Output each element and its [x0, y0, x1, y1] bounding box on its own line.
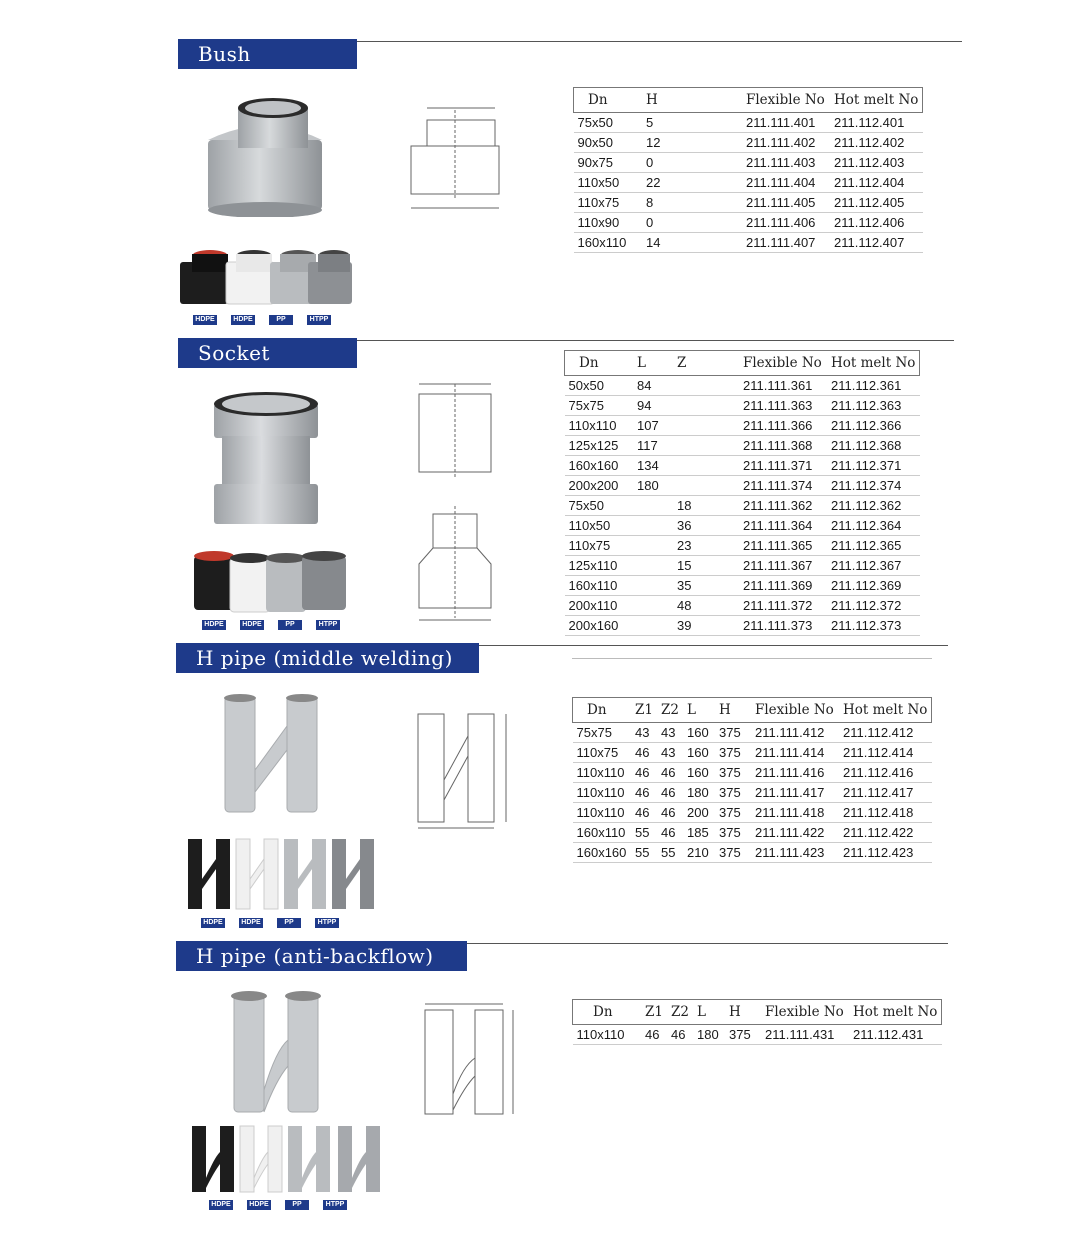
table-cell: 23	[673, 536, 739, 556]
table-cell: 211.111.401	[742, 113, 830, 133]
table-cell: 211.112.368	[827, 436, 920, 456]
table-cell: 134	[633, 456, 673, 476]
table-cell: 180	[693, 1025, 725, 1045]
table-cell: 75x50	[565, 496, 634, 516]
bush-product-image	[200, 92, 330, 217]
table-cell: 46	[657, 763, 683, 783]
table-cell	[673, 416, 739, 436]
table-header: Hot melt No	[849, 1000, 942, 1025]
table-cell: 375	[715, 843, 751, 863]
table-row	[574, 213, 923, 233]
badge-pp: PP	[285, 1200, 309, 1210]
table-cell	[633, 556, 673, 576]
table-cell: 211.111.404	[742, 173, 830, 193]
table-cell: 46	[657, 783, 683, 803]
table-row	[565, 596, 920, 616]
table-cell: 211.111.368	[739, 436, 827, 456]
table-header: H	[725, 1000, 761, 1025]
table-cell: 90x75	[574, 153, 643, 173]
table-cell: 43	[657, 723, 683, 743]
table-cell: 46	[631, 763, 657, 783]
badge-htpp: HTPP	[323, 1200, 347, 1210]
table-cell: 375	[715, 743, 751, 763]
table-cell: 211.112.364	[827, 516, 920, 536]
table-cell	[673, 476, 739, 496]
table-cell: 211.111.407	[742, 233, 830, 253]
table-cell: 107	[633, 416, 673, 436]
table-cell: 211.112.365	[827, 536, 920, 556]
table-cell: 75x75	[565, 396, 634, 416]
table-cell: 211.112.374	[827, 476, 920, 496]
table-header: Hot melt No	[839, 698, 932, 723]
table-cell: 12	[642, 133, 742, 153]
badge-htpp: HTPP	[315, 918, 339, 928]
table-cell: 211.111.403	[742, 153, 830, 173]
table-cell: 160x110	[573, 823, 632, 843]
badge-hdpe: HDPE	[247, 1200, 271, 1210]
table-cell: 211.111.372	[739, 596, 827, 616]
bush-material-badges	[193, 315, 345, 325]
table-cell	[673, 456, 739, 476]
table-cell: 211.111.406	[742, 213, 830, 233]
table-cell: 36	[673, 516, 739, 536]
table-cell: 55	[631, 843, 657, 863]
table-row	[565, 496, 920, 516]
table-cell: 0	[642, 213, 742, 233]
table-cell: 200x160	[565, 616, 634, 636]
table-cell: 185	[683, 823, 715, 843]
table-cell: 211.112.406	[830, 213, 923, 233]
table-cell: 211.112.372	[827, 596, 920, 616]
table-header: Z1	[641, 1000, 667, 1025]
table-cell: 375	[715, 783, 751, 803]
table-row	[574, 233, 923, 253]
socket-spec-table	[564, 350, 920, 636]
table-header: Z1	[631, 698, 657, 723]
table-row	[565, 536, 920, 556]
table-header: Dn	[565, 351, 634, 376]
table-header: L	[683, 698, 715, 723]
table-cell: 211.112.404	[830, 173, 923, 193]
badge-hdpe: HDPE	[231, 315, 255, 325]
table-cell: 46	[631, 803, 657, 823]
table-row	[574, 113, 923, 133]
table-cell: 160x160	[573, 843, 632, 863]
table-header: Hot melt No	[827, 351, 920, 376]
table-cell: 55	[631, 823, 657, 843]
table-cell: 211.111.414	[751, 743, 839, 763]
table-cell: 211.112.369	[827, 576, 920, 596]
table-cell: 8	[642, 193, 742, 213]
table-cell: 211.111.365	[739, 536, 827, 556]
table-row	[573, 783, 932, 803]
table-cell: 210	[683, 843, 715, 863]
table-cell: 211.112.361	[827, 376, 920, 396]
table-cell: 211.112.417	[839, 783, 932, 803]
table-row	[573, 843, 932, 863]
table-cell: 90x50	[574, 133, 643, 153]
table-cell: 14	[642, 233, 742, 253]
badge-hdpe: HDPE	[202, 620, 226, 630]
table-cell: 211.112.418	[839, 803, 932, 823]
table-cell: 211.111.362	[739, 496, 827, 516]
table-cell: 375	[725, 1025, 761, 1045]
table-cell: 35	[673, 576, 739, 596]
table-row	[565, 416, 920, 436]
table-cell: 211.111.416	[751, 763, 839, 783]
table-cell: 211.112.367	[827, 556, 920, 576]
table-cell: 46	[631, 783, 657, 803]
table-row	[565, 516, 920, 536]
table-cell: 211.112.371	[827, 456, 920, 476]
table-row	[565, 616, 920, 636]
bush-technical-drawing	[405, 100, 505, 220]
table-cell: 125x110	[565, 556, 634, 576]
table-header: Dn	[573, 698, 632, 723]
hpipe-mid-product-image	[215, 692, 330, 817]
table-header: L	[693, 1000, 725, 1025]
table-cell: 94	[633, 396, 673, 416]
table-header: Flexible No	[751, 698, 839, 723]
table-header: Flexible No	[761, 1000, 849, 1025]
table-cell: 211.111.423	[751, 843, 839, 863]
table-header: Dn	[574, 88, 643, 113]
table-cell: 211.111.412	[751, 723, 839, 743]
hpipe-anti-technical-drawing	[415, 1000, 525, 1125]
table-cell	[633, 536, 673, 556]
table-cell: 46	[657, 803, 683, 823]
table-cell: 46	[657, 823, 683, 843]
table-cell: 46	[641, 1025, 667, 1045]
table-header: Dn	[573, 1000, 642, 1025]
table-cell: 160	[683, 723, 715, 743]
badge-hdpe: HDPE	[240, 620, 264, 630]
table-row	[565, 576, 920, 596]
badge-pp: PP	[278, 620, 302, 630]
hpipe-anti-title: H pipe (anti-backflow)	[176, 941, 467, 971]
socket-product-image	[210, 390, 322, 530]
table-cell: 160x110	[565, 576, 634, 596]
table-cell: 18	[673, 496, 739, 516]
table-cell	[673, 396, 739, 416]
table-cell: 211.112.402	[830, 133, 923, 153]
table-row	[573, 723, 932, 743]
hpipe-anti-product-image	[222, 990, 340, 1115]
table-cell: 110x110	[573, 803, 632, 823]
table-cell: 180	[633, 476, 673, 496]
badge-htpp: HTPP	[316, 620, 340, 630]
table-cell	[633, 516, 673, 536]
table-cell: 5	[642, 113, 742, 133]
table-cell: 211.112.414	[839, 743, 932, 763]
table-cell: 211.112.363	[827, 396, 920, 416]
table-row	[565, 556, 920, 576]
table-cell: 375	[715, 723, 751, 743]
table-cell: 211.112.423	[839, 843, 932, 863]
table-cell: 375	[715, 763, 751, 783]
table-cell	[633, 616, 673, 636]
table-cell: 55	[657, 843, 683, 863]
table-cell: 211.112.403	[830, 153, 923, 173]
table-cell: 180	[683, 783, 715, 803]
table-cell: 211.112.416	[839, 763, 932, 783]
table-cell: 211.111.422	[751, 823, 839, 843]
table-cell	[633, 576, 673, 596]
table-cell: 160	[683, 763, 715, 783]
hpipe-anti-spec-table	[572, 999, 942, 1045]
hpipe-anti-title-rule	[467, 943, 948, 944]
table-cell: 211.111.363	[739, 396, 827, 416]
hpipe-mid-subrule	[572, 658, 932, 659]
table-cell: 200x200	[565, 476, 634, 496]
table-cell: 110x75	[565, 536, 634, 556]
table-header: Z	[673, 351, 739, 376]
table-cell: 211.111.369	[739, 576, 827, 596]
table-cell: 110x110	[573, 1025, 642, 1045]
hpipe-mid-material-badges	[201, 918, 353, 928]
table-cell: 211.111.431	[761, 1025, 849, 1045]
hpipe-mid-title-rule	[479, 645, 948, 646]
table-cell: 46	[667, 1025, 693, 1045]
table-cell: 211.111.373	[739, 616, 827, 636]
table-cell: 15	[673, 556, 739, 576]
table-cell: 211.111.371	[739, 456, 827, 476]
table-cell: 110x75	[573, 743, 632, 763]
table-cell: 160	[683, 743, 715, 763]
table-header: Z2	[667, 1000, 693, 1025]
table-header: Hot melt No	[830, 88, 923, 113]
badge-hdpe: HDPE	[201, 918, 225, 928]
table-cell: 0	[642, 153, 742, 173]
hpipe-mid-technical-drawing	[408, 706, 518, 831]
badge-pp: PP	[269, 315, 293, 325]
hpipe-anti-variants-image	[190, 1122, 385, 1196]
socket-variants-image	[190, 548, 350, 614]
table-row	[573, 743, 932, 763]
badge-htpp: HTPP	[307, 315, 331, 325]
table-cell: 211.111.405	[742, 193, 830, 213]
table-cell: 211.112.405	[830, 193, 923, 213]
table-cell: 125x125	[565, 436, 634, 456]
table-row	[574, 173, 923, 193]
hpipe-mid-spec-table	[572, 697, 932, 863]
badge-hdpe: HDPE	[239, 918, 263, 928]
table-row	[565, 436, 920, 456]
badge-hdpe: HDPE	[209, 1200, 233, 1210]
table-cell: 211.111.417	[751, 783, 839, 803]
table-row	[574, 133, 923, 153]
table-cell: 211.112.373	[827, 616, 920, 636]
socket-material-badges	[202, 620, 354, 630]
table-cell: 211.112.407	[830, 233, 923, 253]
badge-hdpe: HDPE	[193, 315, 217, 325]
table-row	[573, 763, 932, 783]
table-row	[574, 153, 923, 173]
table-row	[565, 476, 920, 496]
socket-title: Socket	[178, 338, 357, 368]
hpipe-mid-title: H pipe (middle welding)	[176, 643, 479, 673]
table-row	[573, 1025, 942, 1045]
table-cell: 211.111.367	[739, 556, 827, 576]
table-cell: 75x75	[573, 723, 632, 743]
table-cell: 211.111.402	[742, 133, 830, 153]
table-cell: 211.112.362	[827, 496, 920, 516]
table-header: L	[633, 351, 673, 376]
table-row	[565, 396, 920, 416]
table-cell: 375	[715, 803, 751, 823]
table-header: Flexible No	[742, 88, 830, 113]
table-cell: 110x90	[574, 213, 643, 233]
table-cell: 48	[673, 596, 739, 616]
table-row	[573, 823, 932, 843]
table-cell: 200	[683, 803, 715, 823]
table-cell: 43	[657, 743, 683, 763]
table-row	[565, 376, 920, 396]
table-row	[573, 803, 932, 823]
table-cell: 211.112.366	[827, 416, 920, 436]
table-cell: 211.111.374	[739, 476, 827, 496]
table-cell	[633, 496, 673, 516]
table-cell: 211.111.364	[739, 516, 827, 536]
table-cell: 22	[642, 173, 742, 193]
table-cell: 200x110	[565, 596, 634, 616]
table-cell: 211.112.422	[839, 823, 932, 843]
table-cell: 160x110	[574, 233, 643, 253]
table-header: Z2	[657, 698, 683, 723]
table-cell: 110x110	[565, 416, 634, 436]
table-cell: 46	[631, 743, 657, 763]
bush-variants-image	[176, 246, 356, 308]
table-cell: 50x50	[565, 376, 634, 396]
table-cell: 211.112.401	[830, 113, 923, 133]
table-cell: 211.111.418	[751, 803, 839, 823]
table-cell	[673, 376, 739, 396]
table-header: H	[642, 88, 742, 113]
table-cell: 75x50	[574, 113, 643, 133]
bush-title: Bush	[178, 39, 357, 69]
table-cell	[633, 596, 673, 616]
table-cell: 84	[633, 376, 673, 396]
bush-spec-table	[573, 87, 923, 253]
bush-title-rule	[357, 41, 962, 42]
table-cell: 117	[633, 436, 673, 456]
hpipe-mid-variants-image	[186, 835, 378, 913]
table-row	[574, 193, 923, 213]
hpipe-anti-material-badges	[209, 1200, 361, 1210]
badge-pp: PP	[277, 918, 301, 928]
table-header: Flexible No	[739, 351, 827, 376]
table-cell: 160x160	[565, 456, 634, 476]
table-cell: 43	[631, 723, 657, 743]
table-row	[565, 456, 920, 476]
table-cell: 211.111.366	[739, 416, 827, 436]
table-cell: 110x50	[565, 516, 634, 536]
socket-technical-drawing	[405, 378, 505, 628]
table-header: H	[715, 698, 751, 723]
table-cell: 110x110	[573, 783, 632, 803]
table-cell: 211.111.361	[739, 376, 827, 396]
table-cell	[673, 436, 739, 456]
table-cell: 110x110	[573, 763, 632, 783]
table-cell: 211.112.412	[839, 723, 932, 743]
table-cell: 39	[673, 616, 739, 636]
table-cell: 211.112.431	[849, 1025, 942, 1045]
table-cell: 375	[715, 823, 751, 843]
socket-title-rule	[357, 340, 954, 341]
table-cell: 110x50	[574, 173, 643, 193]
table-cell: 110x75	[574, 193, 643, 213]
